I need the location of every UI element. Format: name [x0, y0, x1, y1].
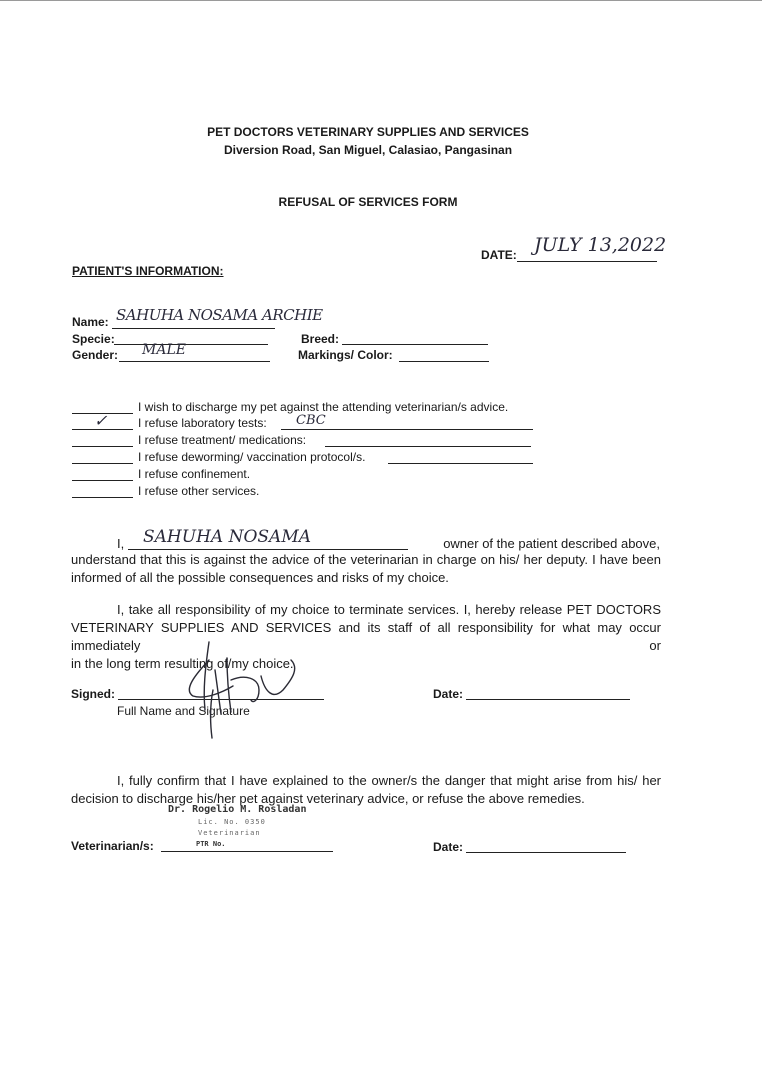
specie-label: Specie:: [72, 332, 115, 346]
breed-label: Breed:: [301, 332, 340, 346]
date-label: DATE:: [481, 248, 517, 262]
gender-label: Gender:: [72, 348, 119, 362]
owner-name-value: SAHUHA NOSAMA: [143, 527, 311, 547]
owner-statement: [71, 551, 661, 587]
stamp-role: Veterinarian: [198, 829, 261, 837]
release-line2: VETERINARY SUPPLIES AND SERVICES and its staff of all responsibility for what may occur immediately or: [71, 620, 661, 653]
option-text: I refuse treatment/ medications:: [138, 433, 307, 447]
option-text: I refuse other services.: [138, 484, 260, 498]
signed-date-line[interactable]: [466, 699, 630, 700]
breed-line[interactable]: [342, 344, 488, 345]
option-text: I refuse deworming/ vaccination protocol/s.: [138, 450, 366, 464]
option-text: I wish to discharge my pet against the attending veterinarian/s advice.: [138, 400, 509, 414]
option-text: I refuse confinement.: [138, 467, 251, 481]
date-line[interactable]: [517, 261, 657, 262]
owner-line3: informed of all the possible consequences and risks of my choice.: [71, 570, 449, 585]
patient-info-heading: PATIENT'S INFORMATION:: [72, 264, 224, 278]
option-blank[interactable]: [72, 480, 133, 481]
stamp-name: Dr. Rogelio M. Rosladan: [168, 804, 307, 815]
option-blank[interactable]: [72, 446, 133, 447]
owner-prefix: I,: [117, 536, 125, 551]
name-value: SAHUHA NOSAMA ARCHIE: [116, 306, 323, 324]
gender-value: MALE: [142, 342, 186, 358]
option-blank[interactable]: [72, 497, 133, 498]
vet-line[interactable]: [161, 851, 333, 852]
form-title: REFUSAL OF SERVICES FORM: [278, 195, 458, 209]
clinic-name: PET DOCTORS VETERINARY SUPPLIES AND SERVICES: [207, 125, 529, 139]
stamp-ptr: PTR No.: [196, 840, 226, 848]
gender-line[interactable]: [119, 361, 270, 362]
release-statement: [71, 601, 661, 673]
option-text: I refuse laboratory tests:: [138, 416, 267, 430]
signature-caption: Full Name and Signature: [117, 704, 250, 718]
vet-date-line[interactable]: [466, 852, 626, 853]
checkmark-icon: ✓: [94, 411, 108, 430]
clinic-address: Diversion Road, San Miguel, Calasiao, Pangasinan: [223, 143, 513, 157]
vet-label: Veterinarian/s:: [71, 839, 154, 853]
deworming-line[interactable]: [388, 463, 533, 464]
vet-statement: [71, 772, 661, 808]
lab-tests-line[interactable]: [281, 429, 533, 430]
lab-tests-value: CBC: [296, 413, 326, 428]
stamp-license: Lic. No. 0350: [198, 818, 266, 826]
name-label: Name:: [72, 315, 109, 329]
release-line1: I, take all responsibility of my choice to terminate services. I, hereby release PET DOCTORS: [117, 602, 661, 617]
vet-line2: decision to discharge his/her pet against veterinary advice, or refuse the above remedies.: [71, 791, 585, 806]
owner-line1-rest: owner of the patient described above,: [443, 536, 660, 551]
release-line3: in the long term resulting of/my choice.: [71, 656, 294, 671]
markings-label: Markings/ Color:: [298, 348, 393, 362]
signed-date-label: Date:: [433, 687, 464, 701]
option-blank[interactable]: [72, 463, 133, 464]
vet-line1: I, fully confirm that I have explained to the owner/s the danger that might arise from his/ her: [117, 773, 661, 788]
signed-label: Signed:: [71, 687, 115, 701]
scan-edge: [0, 0, 762, 8]
owner-line2: understand that this is against the advice of the veterinarian in charge on his/ her deputy. I have been: [71, 552, 661, 567]
owner-signature: [175, 630, 305, 740]
vet-date-label: Date:: [433, 840, 464, 854]
markings-line[interactable]: [399, 361, 489, 362]
date-value: JULY 13,2022: [534, 234, 667, 256]
treatment-line[interactable]: [325, 446, 531, 447]
specie-line[interactable]: [114, 344, 268, 345]
name-line[interactable]: [112, 328, 275, 329]
